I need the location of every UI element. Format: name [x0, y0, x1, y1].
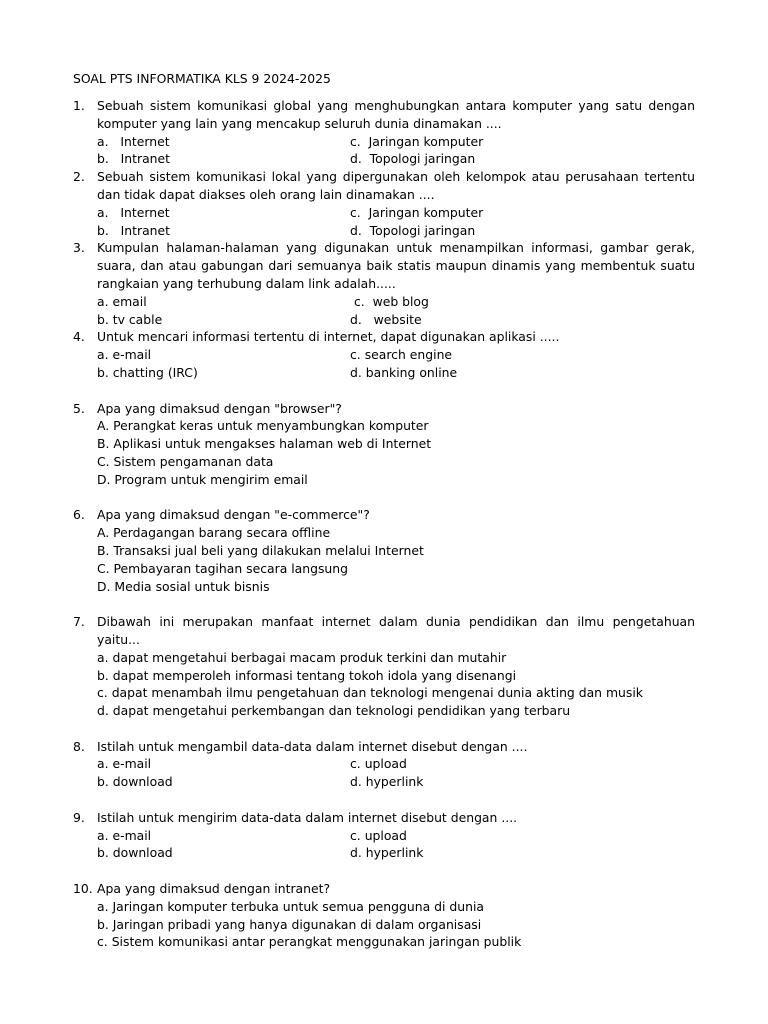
option-a: a. e-mail: [97, 347, 152, 363]
option-d: d. hyperlink: [350, 774, 424, 790]
option-b: b. dapat memperoleh informasi tentang tokoh idola yang disenangi: [97, 667, 517, 683]
answer-options: [97, 827, 695, 863]
option-c: c. dapat menambah ilmu pengetahuan dan teknologi mengenai dunia akting dan musik: [97, 685, 643, 701]
question-number: 5.: [73, 400, 85, 416]
answer-options: [97, 293, 695, 329]
option-b: b. tv cable: [97, 311, 163, 327]
option-d: d. dapat mengetahui perkembangan dan teknologi pendidikan yang terbaru: [97, 703, 571, 719]
question-number: 1.: [73, 98, 85, 113]
option-c: c. Jaringan komputer: [350, 133, 484, 149]
question-number: 10.: [73, 881, 93, 897]
question-number: 8.: [73, 738, 85, 754]
question-6: [73, 506, 695, 595]
question-number: 6.: [73, 507, 85, 523]
question-1: [73, 97, 695, 168]
option-c: c. Jaringan komputer: [350, 204, 484, 220]
question-8: [73, 738, 695, 791]
answer-options: [97, 898, 695, 951]
option-b: B. Transaksi jual beli yang dilakukan melalui Internet: [97, 542, 424, 558]
option-c: C. Pembayaran tagihan secara langsung: [97, 560, 349, 576]
option-b: b. Intranet: [97, 151, 171, 167]
option-d: d. website: [350, 311, 422, 327]
option-a: a. e-mail: [97, 827, 152, 843]
question-number: 7.: [73, 614, 85, 630]
question-number: 2.: [73, 169, 85, 185]
page-title: SOAL PTS INFORMATIKA KLS 9 2024-2025: [73, 71, 331, 86]
answer-options: [97, 417, 695, 488]
question-text: Apa yang dimaksud dengan "e-commerce"?: [97, 507, 370, 523]
option-c: c. upload: [350, 827, 407, 843]
option-d: d. hyperlink: [350, 845, 424, 861]
question-text: Apa yang dimaksud dengan intranet?: [97, 881, 331, 897]
question-text: Sebuah sistem komunikasi global yang menghubungkan antara komputer yang satu dengan komputer yang lain yang mencakup seluruh dunia dinamakan ....: [97, 98, 695, 131]
question-5: [73, 400, 695, 489]
option-d: D. Program untuk mengirim email: [97, 471, 308, 487]
question-text: Istilah untuk mengirim data-data dalam internet disebut dengan ....: [97, 809, 518, 825]
answer-options: [97, 755, 695, 791]
question-number: 9.: [73, 809, 85, 825]
option-b: b. download: [97, 774, 173, 790]
option-b: B. Aplikasi untuk mengakses halaman web di Internet: [97, 436, 432, 452]
option-d: d. Topologi jaringan: [350, 151, 476, 167]
question-2: [73, 168, 695, 239]
answer-options: [97, 346, 695, 382]
answer-options: [97, 649, 695, 720]
answer-options: [97, 133, 695, 169]
option-c: c. Sistem komunikasi antar perangkat menggunakan jaringan publik: [97, 934, 522, 950]
option-a: a. e-mail: [97, 756, 152, 772]
option-d: d. banking online: [350, 364, 458, 380]
option-a: a. Internet: [97, 133, 170, 149]
question-9: [73, 809, 695, 862]
option-c: c. web blog: [350, 293, 429, 309]
option-a: A. Perangkat keras untuk menyambungkan komputer: [97, 418, 429, 434]
option-c: c. search engine: [350, 347, 453, 363]
option-a: a. dapat mengetahui berbagai macam produk terkini dan mutahir: [97, 649, 507, 665]
option-b: b. download: [97, 845, 173, 861]
question-text: Untuk mencari informasi tertentu di internet, dapat digunakan aplikasi .....: [97, 329, 560, 345]
question-4: [73, 328, 695, 381]
question-list: [73, 97, 695, 951]
question-text: Sebuah sistem komunikasi lokal yang dipergunakan oleh kelompok atau perusahaan tertentu dan tidak dapat diakses oleh orang lain dinamakan ....: [97, 169, 695, 202]
question-text: Apa yang dimaksud dengan "browser"?: [97, 400, 342, 416]
question-number: 3.: [73, 240, 85, 256]
option-c: C. Sistem pengamanan data: [97, 453, 274, 469]
answer-options: [97, 524, 695, 595]
option-b: b. chatting (IRC): [97, 364, 198, 380]
option-b: b. Intranet: [97, 222, 171, 238]
option-a: A. Perdagangan barang secara offline: [97, 525, 331, 541]
answer-options: [97, 204, 695, 240]
option-a: a. Internet: [97, 204, 170, 220]
question-number: 4.: [73, 329, 85, 345]
option-b: b. Jaringan pribadi yang hanya digunakan di dalam organisasi: [97, 916, 482, 932]
option-d: d. Topologi jaringan: [350, 222, 476, 238]
option-a: a. email: [97, 293, 147, 309]
option-d: D. Media sosial untuk bisnis: [97, 578, 270, 594]
question-7: [73, 613, 695, 720]
question-3: [73, 239, 695, 328]
option-c: c. upload: [350, 756, 407, 772]
question-10: [73, 880, 695, 951]
question-text: Istilah untuk mengambil data-data dalam internet disebut dengan ....: [97, 738, 528, 754]
question-text: Dibawah ini merupakan manfaat internet dalam dunia pendidikan dan ilmu pengetahuan yaitu...: [97, 614, 695, 647]
option-a: a. Jaringan komputer terbuka untuk semua pengguna di dunia: [97, 898, 484, 914]
question-text: Kumpulan halaman-halaman yang digunakan untuk menampilkan informasi, gambar gerak, suara, dan atau gabungan dari semuanya baik statis maupun dinamis yang membentuk suatu rangkaian yang terhubung dalam link adalah.....: [97, 240, 695, 291]
